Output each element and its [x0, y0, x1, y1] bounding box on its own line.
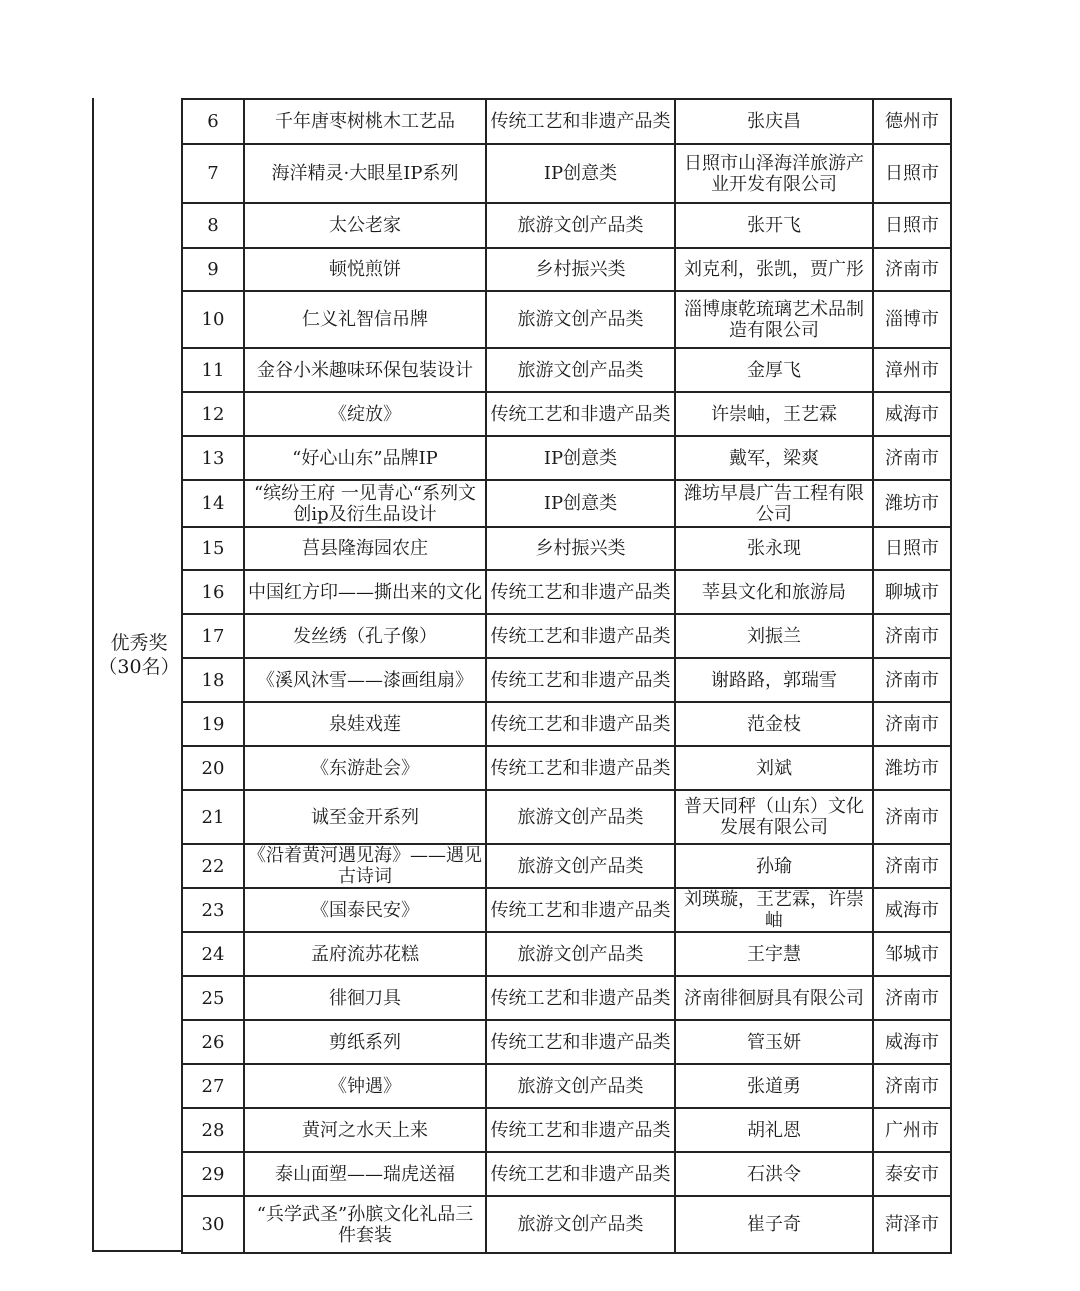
work-name: “好心山东”品牌IP	[244, 436, 486, 480]
table-row	[182, 99, 951, 144]
author: 崔子奇	[675, 1196, 873, 1253]
table-row	[182, 1064, 951, 1108]
table-row	[182, 527, 951, 570]
author: 张开飞	[675, 203, 873, 248]
city: 日照市	[873, 203, 951, 248]
city: 济南市	[873, 436, 951, 480]
work-category: IP创意类	[486, 480, 675, 527]
work-category: 传统工艺和非遗产品类	[486, 1152, 675, 1196]
city: 菏泽市	[873, 1196, 951, 1253]
work-category: 传统工艺和非遗产品类	[486, 570, 675, 614]
author: 刘斌	[675, 746, 873, 790]
city: 济南市	[873, 976, 951, 1020]
row-number: 29	[182, 1152, 244, 1196]
row-number: 7	[182, 144, 244, 203]
work-name: 千年唐枣树桃木工艺品	[244, 99, 486, 144]
city: 济南市	[873, 1064, 951, 1108]
row-number: 27	[182, 1064, 244, 1108]
author: 石洪令	[675, 1152, 873, 1196]
work-category: 旅游文创产品类	[486, 790, 675, 844]
row-number: 16	[182, 570, 244, 614]
row-number: 21	[182, 790, 244, 844]
table-row	[182, 570, 951, 614]
table-row	[182, 480, 951, 527]
table-row	[182, 844, 951, 888]
work-name: 《东游赴会》	[244, 746, 486, 790]
table-row	[182, 790, 951, 844]
work-name: 黄河之水天上来	[244, 1108, 486, 1152]
row-number: 20	[182, 746, 244, 790]
award-title: 优秀奖	[110, 632, 168, 654]
work-name: 莒县隆海园农庄	[244, 527, 486, 570]
award-count: （30名）	[98, 656, 180, 678]
work-name: 《钟遇》	[244, 1064, 486, 1108]
row-number: 9	[182, 248, 244, 291]
award-label	[94, 631, 184, 679]
author: 范金枝	[675, 702, 873, 746]
city: 威海市	[873, 392, 951, 436]
work-category: 旅游文创产品类	[486, 844, 675, 888]
table-row	[182, 436, 951, 480]
city: 潍坊市	[873, 746, 951, 790]
work-category: 传统工艺和非遗产品类	[486, 1020, 675, 1064]
work-name: 《溪风沐雪——漆画组扇》	[244, 658, 486, 702]
row-number: 22	[182, 844, 244, 888]
work-name: 发丝绣（孔子像）	[244, 614, 486, 658]
city: 济南市	[873, 790, 951, 844]
work-category: 传统工艺和非遗产品类	[486, 658, 675, 702]
work-category: 旅游文创产品类	[486, 291, 675, 348]
row-number: 24	[182, 932, 244, 976]
author: 孙瑜	[675, 844, 873, 888]
table-row	[182, 144, 951, 203]
city: 日照市	[873, 144, 951, 203]
author: 普天同秤（山东）文化发展有限公司	[675, 790, 873, 844]
work-name: 顿悦煎饼	[244, 248, 486, 291]
author: 济南徘徊厨具有限公司	[675, 976, 873, 1020]
row-number: 17	[182, 614, 244, 658]
row-number: 26	[182, 1020, 244, 1064]
work-name: 海洋精灵·大眼星IP系列	[244, 144, 486, 203]
work-name: 剪纸系列	[244, 1020, 486, 1064]
row-number: 25	[182, 976, 244, 1020]
city: 济南市	[873, 844, 951, 888]
work-name: 徘徊刀具	[244, 976, 486, 1020]
author: 谢路路，郭瑞雪	[675, 658, 873, 702]
awards-table-body	[182, 99, 951, 1253]
work-name: 中国红方印——撕出来的文化	[244, 570, 486, 614]
work-category: 传统工艺和非遗产品类	[486, 99, 675, 144]
work-name: 泰山面塑——瑞虎送福	[244, 1152, 486, 1196]
table-row	[182, 976, 951, 1020]
row-number: 13	[182, 436, 244, 480]
work-category: 旅游文创产品类	[486, 1196, 675, 1253]
table-row	[182, 348, 951, 392]
work-category: 传统工艺和非遗产品类	[486, 392, 675, 436]
table-row	[182, 1020, 951, 1064]
city: 德州市	[873, 99, 951, 144]
work-category: 旅游文创产品类	[486, 348, 675, 392]
city: 广州市	[873, 1108, 951, 1152]
work-category: 旅游文创产品类	[486, 932, 675, 976]
work-category: 传统工艺和非遗产品类	[486, 702, 675, 746]
work-name: “兵学武圣”孙膑文化礼品三件套装	[244, 1196, 486, 1253]
work-name: 《国泰民安》	[244, 888, 486, 932]
row-number: 18	[182, 658, 244, 702]
author: 淄博康乾琉璃艺术品制造有限公司	[675, 291, 873, 348]
table-row	[182, 614, 951, 658]
author: 莘县文化和旅游局	[675, 570, 873, 614]
author: 刘振兰	[675, 614, 873, 658]
row-number: 15	[182, 527, 244, 570]
city: 聊城市	[873, 570, 951, 614]
table-row	[182, 888, 951, 932]
work-name: 仁义礼智信吊牌	[244, 291, 486, 348]
author: 管玉妍	[675, 1020, 873, 1064]
work-category: 传统工艺和非遗产品类	[486, 746, 675, 790]
author: 金厚飞	[675, 348, 873, 392]
author: 刘瑛璇，王艺霖，许崇岫	[675, 888, 873, 932]
work-name: 泉娃戏莲	[244, 702, 486, 746]
author: 胡礼恩	[675, 1108, 873, 1152]
row-number: 30	[182, 1196, 244, 1253]
author: 王宇慧	[675, 932, 873, 976]
author: 潍坊早晨广告工程有限公司	[675, 480, 873, 527]
row-number: 10	[182, 291, 244, 348]
table-row	[182, 203, 951, 248]
work-name: 《绽放》	[244, 392, 486, 436]
author: 张道勇	[675, 1064, 873, 1108]
row-number: 6	[182, 99, 244, 144]
city: 济南市	[873, 658, 951, 702]
city: 济南市	[873, 248, 951, 291]
work-category: 乡村振兴类	[486, 527, 675, 570]
work-category: 传统工艺和非遗产品类	[486, 976, 675, 1020]
author: 许崇岫，王艺霖	[675, 392, 873, 436]
work-category: 旅游文创产品类	[486, 1064, 675, 1108]
work-name: 诚至金开系列	[244, 790, 486, 844]
award-category-cell	[92, 98, 182, 1252]
city: 邹城市	[873, 932, 951, 976]
row-number: 11	[182, 348, 244, 392]
city: 泰安市	[873, 1152, 951, 1196]
row-number: 28	[182, 1108, 244, 1152]
row-number: 12	[182, 392, 244, 436]
work-name: “缤纷王府 一见青心“系列文创ip及衍生品设计	[244, 480, 486, 527]
work-name: 孟府流苏花糕	[244, 932, 486, 976]
table-row	[182, 291, 951, 348]
work-category: 乡村振兴类	[486, 248, 675, 291]
city: 济南市	[873, 614, 951, 658]
city: 潍坊市	[873, 480, 951, 527]
city: 漳州市	[873, 348, 951, 392]
work-category: IP创意类	[486, 436, 675, 480]
city: 淄博市	[873, 291, 951, 348]
table-row	[182, 702, 951, 746]
author: 戴军，梁爽	[675, 436, 873, 480]
work-name: 金谷小米趣味环保包装设计	[244, 348, 486, 392]
city: 威海市	[873, 888, 951, 932]
work-category: IP创意类	[486, 144, 675, 203]
table-row	[182, 746, 951, 790]
row-number: 14	[182, 480, 244, 527]
table-row	[182, 1108, 951, 1152]
row-number: 19	[182, 702, 244, 746]
author: 刘克利，张凯，贾广彤	[675, 248, 873, 291]
awards-table	[181, 98, 952, 1254]
work-category: 传统工艺和非遗产品类	[486, 614, 675, 658]
table-row	[182, 392, 951, 436]
author: 日照市山泽海洋旅游产业开发有限公司	[675, 144, 873, 203]
work-name: 太公老家	[244, 203, 486, 248]
table-row	[182, 658, 951, 702]
table-row	[182, 248, 951, 291]
table-row	[182, 1196, 951, 1253]
city: 威海市	[873, 1020, 951, 1064]
row-number: 23	[182, 888, 244, 932]
work-category: 传统工艺和非遗产品类	[486, 1108, 675, 1152]
city: 济南市	[873, 702, 951, 746]
work-category: 旅游文创产品类	[486, 203, 675, 248]
author: 张永现	[675, 527, 873, 570]
city: 日照市	[873, 527, 951, 570]
work-category: 传统工艺和非遗产品类	[486, 888, 675, 932]
author: 张庆昌	[675, 99, 873, 144]
table-row	[182, 932, 951, 976]
table-row	[182, 1152, 951, 1196]
row-number: 8	[182, 203, 244, 248]
work-name: 《沿着黄河遇见海》——遇见古诗词	[244, 844, 486, 888]
